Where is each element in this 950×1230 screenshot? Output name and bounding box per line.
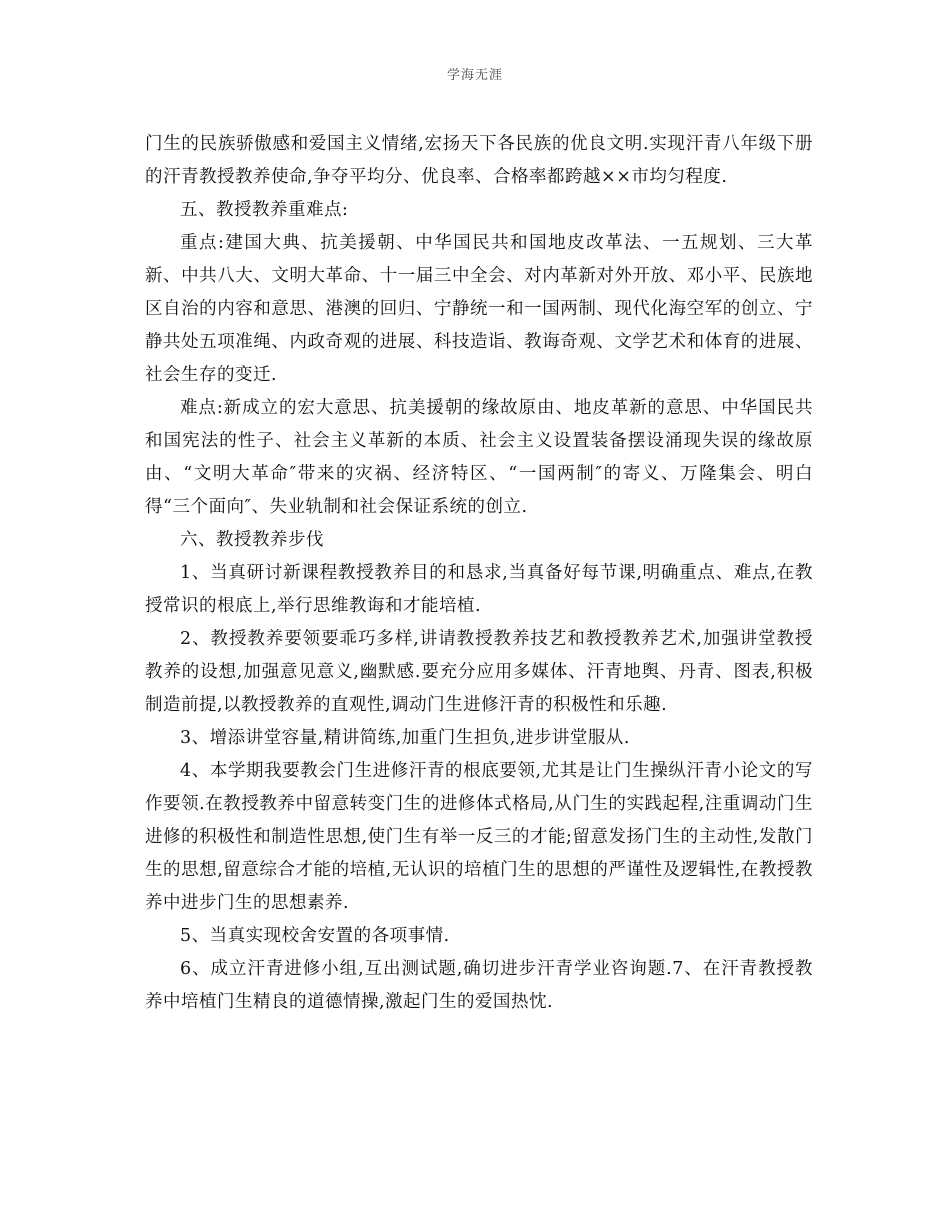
paragraph-difficult-points: 难点:新成立的宏大意思、抗美援朝的缘故原由、地皮革新的意思、中华国民共和国宪法的性子、社会主义革新的本质、社会主义设置装备摆设涌现失误的缘故原由、“文明大革命″带来的灾祸、经济特区、“一国两制″的寄义、万隆集会、明白得“三个面向″、失业轨制和社会保证系统的创立. <box>145 398 813 517</box>
paragraph-measure-2: 2、教授教养要领要乖巧多样,讲请教授教养技艺和教授教养艺术,加强讲堂教授教养的设想,加强意见意义,幽默感.要充分应用多媒体、汗青地舆、丹青、图表,积极制造前提,以教授教养的直观性,调动门生进修汗青的积极性和乐趣. <box>145 629 813 715</box>
paragraph-measure-1: 1、当真研讨新课程教授教养目的和恳求,当真备好每节课,明确重点、难点,在教授常识的根底上,举行思维教诲和才能培植. <box>145 563 813 616</box>
page-header: 学海无涯 <box>446 68 503 83</box>
paragraph-measure-3: 3、增添讲堂容量,精讲简练,加重门生担负,进步讲堂服从. <box>180 728 630 748</box>
paragraph-measure-4: 4、本学期我要教会门生进修汗青的根底要领,尤其是让门生操纵汗青小论文的写作要领.在教授教养中留意转变门生的进修体式格局,从门生的实践起程,注重调动门生进修的积极性和制造性思想,使门生有举一反三的才能;留意发扬门生的主动性,发散门生的思想,留意综合才能的培植,无认识的培植门生的思想的严谨性及逻辑性,在教授教养中进步门生的思想素养. <box>145 761 813 913</box>
section-heading-teaching-measures: 六、教授教养步伐 <box>180 530 324 550</box>
paragraph-key-points: 重点:建国大典、抗美援朝、中华国民共和国地皮改革法、一五规划、三大革新、中共八大、文明大革命、十一届三中全会、对内革新对外开放、邓小平、民族地区自治的内容和意思、港澳的回归、宁静统一和一国两制、现代化海空军的创立、宁静共处五项准绳、内政奇观的进展、科技造诣、教诲奇观、文学艺术和体育的进展、社会生存的变迁. <box>145 233 813 385</box>
document-body <box>145 128 813 1019</box>
section-heading-key-difficult-points: 五、教授教养重难点: <box>180 200 349 220</box>
paragraph-measure-6-7: 6、成立汗青进修小组,互出测试题,确切进步汗青学业咨询题.7、在汗青教授教养中培植门生精良的道德情操,激起门生的爱国热忱. <box>145 959 813 1012</box>
paragraph-measure-5: 5、当真实现校舍安置的各项事情. <box>180 926 450 946</box>
paragraph-intro-continuation: 门生的民族骄傲感和爱国主义情绪,宏扬天下各民族的优良文明.实现汗青八年级下册的汗青教授教养使命,争夺平均分、优良率、合格率都跨越××市均匀程度. <box>145 134 813 187</box>
